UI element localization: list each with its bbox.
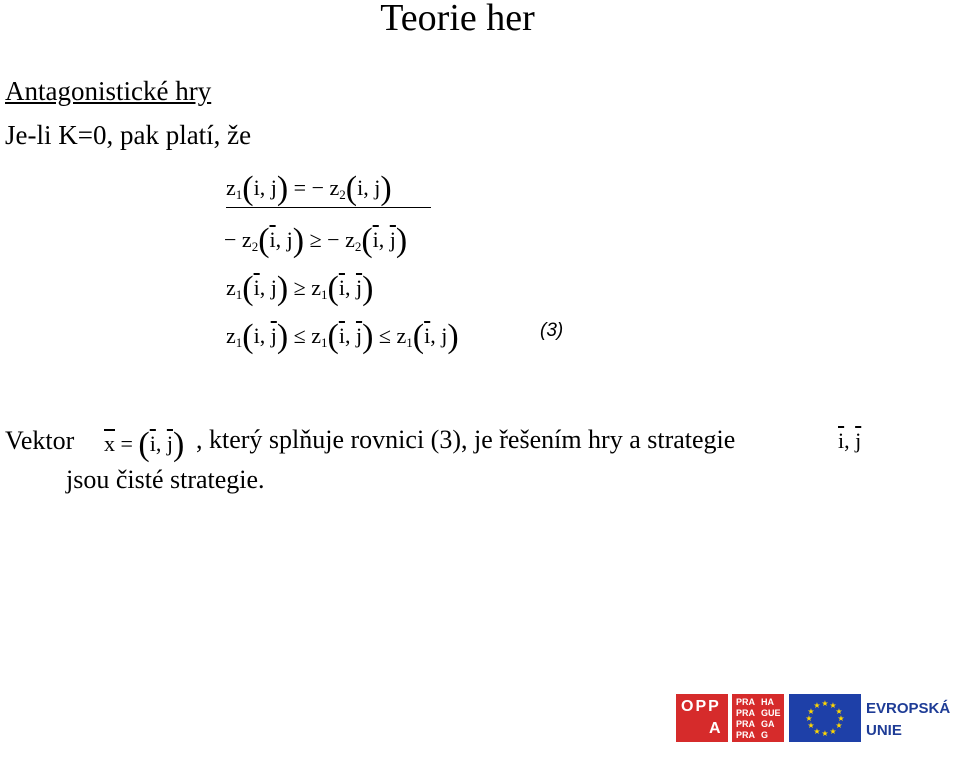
paren: )	[362, 270, 374, 307]
vector-text-second-line: jsou čisté strategie.	[66, 465, 265, 494]
svg-text:★: ★	[821, 729, 829, 738]
paren: )	[276, 318, 289, 355]
strategy-ij: $\overline{i}$, $\overline{j}$	[838, 428, 862, 453]
vector-eq: =	[120, 431, 133, 456]
eq2-lhs: z	[241, 227, 252, 252]
eq3-rhs: z	[311, 275, 322, 300]
praha-text: HA	[761, 697, 774, 707]
paren: (	[361, 222, 373, 259]
praha-text: PRA	[736, 697, 756, 707]
praha-text: GA	[761, 719, 775, 729]
intro-text: Je-li K=0, pak platí, že	[5, 120, 252, 150]
praha-text: PRA	[736, 708, 756, 718]
eq4-op2: ≤	[378, 323, 391, 348]
svg-text:★: ★	[805, 714, 813, 723]
eq1-args: i, j	[253, 175, 277, 200]
svg-text:★: ★	[813, 701, 821, 710]
oppa-logo-top: OPP	[681, 698, 721, 715]
eu-flag-icon	[789, 694, 861, 742]
paren: )	[447, 318, 459, 355]
eu-text-line2: UNIE	[866, 722, 902, 739]
eq1-op: = −	[293, 175, 324, 200]
eu-stars-icon	[789, 694, 861, 742]
svg-text:★: ★	[835, 721, 843, 730]
eq4-a-sub: 1	[235, 335, 243, 350]
eq4-a-j: $\overline{j}$	[270, 323, 277, 348]
eq2-rhs: z	[345, 227, 355, 252]
eq1-rhs-sub: 2	[339, 187, 346, 202]
paren: )	[276, 270, 289, 307]
paren: )	[362, 318, 374, 355]
eq2-op: ≥ −	[309, 227, 340, 252]
praha-col-1	[736, 697, 755, 741]
equation-1	[226, 172, 392, 206]
slide-subtitle: Antagonistické hry	[5, 76, 212, 106]
eq2-lead: −	[224, 227, 237, 252]
vector-j: $\overline{j}$	[166, 431, 173, 456]
paren: )	[395, 222, 408, 259]
eq4-c-sub: 1	[406, 335, 413, 350]
paren: (	[412, 318, 425, 355]
paren: (	[138, 426, 150, 463]
equation-2: − $z_2(\overline{i}$, j) ≥ − $z_2(\overline{i}$, $\overline{j}$)	[224, 222, 408, 259]
eq3-rhs-j: $\overline{j}$	[355, 275, 363, 300]
eq4-a-i: i	[253, 323, 260, 348]
paren: (	[327, 270, 339, 307]
equation-3: $z_1(\overline{i}$, $j) \ge z_1(\overline{i}$, $\overline{j}$)	[226, 270, 374, 307]
eu-text-line1: EVROPSKÁ	[866, 700, 951, 717]
svg-text:★: ★	[813, 727, 821, 736]
eq1-lhs: z	[226, 175, 236, 200]
eq4-c-i: $\overline{i}$	[424, 323, 431, 348]
eq1-rhs-args: i, j	[357, 175, 381, 200]
eq2-j: j	[286, 227, 293, 252]
svg-text:★: ★	[807, 721, 815, 730]
svg-text:★: ★	[821, 699, 829, 708]
vector-i: $\overline{i}$	[149, 431, 156, 456]
eu-text	[866, 698, 950, 742]
eq3-lhs-sub: 1	[235, 287, 243, 302]
eq4-b-sub: 1	[321, 335, 328, 350]
vector-definition: $\overline{x} = (\overline{i}$, $\overline{j}$)	[104, 426, 185, 463]
eq2-i: $\overline{i}$	[269, 227, 276, 252]
eq4-b: z	[311, 323, 322, 348]
paren: (	[242, 270, 254, 307]
paren: (	[345, 170, 358, 207]
svg-text:★: ★	[829, 727, 837, 736]
eq4-c: z	[396, 323, 407, 348]
paren: )	[173, 426, 185, 463]
praha-logo	[732, 694, 784, 742]
svg-text:★: ★	[807, 707, 815, 716]
svg-text:★: ★	[829, 701, 837, 710]
praha-col-2	[761, 697, 781, 741]
eq4-op1: ≤	[293, 323, 306, 348]
strategy-j: $\overline{j}$	[855, 428, 862, 453]
paren: (	[242, 318, 254, 355]
paren: )	[380, 170, 392, 207]
eq4-a: z	[226, 323, 236, 348]
eq3-op: ≥	[293, 275, 306, 300]
paren: )	[276, 170, 289, 207]
eq2-lhs-sub: 2	[251, 239, 259, 254]
eq3-i: $\overline{i}$	[253, 275, 260, 300]
paren: (	[242, 170, 254, 207]
eq4-b-j: $\overline{j}$	[355, 323, 363, 348]
praha-text: PRA	[736, 730, 756, 740]
svg-text:★: ★	[837, 714, 845, 723]
eq4-c-j: j	[441, 323, 448, 348]
equation-number: (3)	[540, 320, 564, 341]
oppa-logo	[676, 694, 728, 742]
paren: )	[292, 222, 305, 259]
eq3-lhs: z	[226, 275, 236, 300]
praha-text: PRA	[736, 719, 756, 729]
eq2-rhs-sub: 2	[354, 239, 362, 254]
eq3-j: j	[270, 275, 277, 300]
eq1-rhs: z	[329, 175, 340, 200]
oppa-logo-bottom: A	[709, 720, 721, 737]
vector-label: Vektor	[5, 426, 75, 455]
eq4-b-i: $\overline{i}$	[338, 323, 345, 348]
vector-x: $\overline{x}$	[104, 431, 115, 456]
praha-text: G	[761, 730, 769, 740]
eq1-lhs-sub: 1	[235, 187, 243, 202]
equation-4: $z_1(i$, $\overline{j}) \le z_1(\overline{i}$, $\overline{j}) \le z_1(\overline{i}$, j)	[226, 318, 459, 355]
eq2-rhs-i: $\overline{i}$	[372, 227, 379, 252]
fraction-rule	[226, 207, 431, 208]
eq3-rhs-i: $\overline{i}$	[338, 275, 345, 300]
strategy-i: $\overline{i}$	[838, 428, 845, 453]
slide-title: Teorie her	[380, 0, 535, 39]
eq2-rhs-j: $\overline{j}$	[389, 227, 396, 252]
paren: (	[327, 318, 339, 355]
praha-text: GUE	[761, 708, 781, 718]
vector-text: , který splňuje rovnici (3), je řešením hry a strategie	[196, 425, 736, 454]
paren: (	[258, 222, 270, 259]
eq3-rhs-sub: 1	[321, 287, 328, 302]
svg-text:★: ★	[835, 707, 843, 716]
